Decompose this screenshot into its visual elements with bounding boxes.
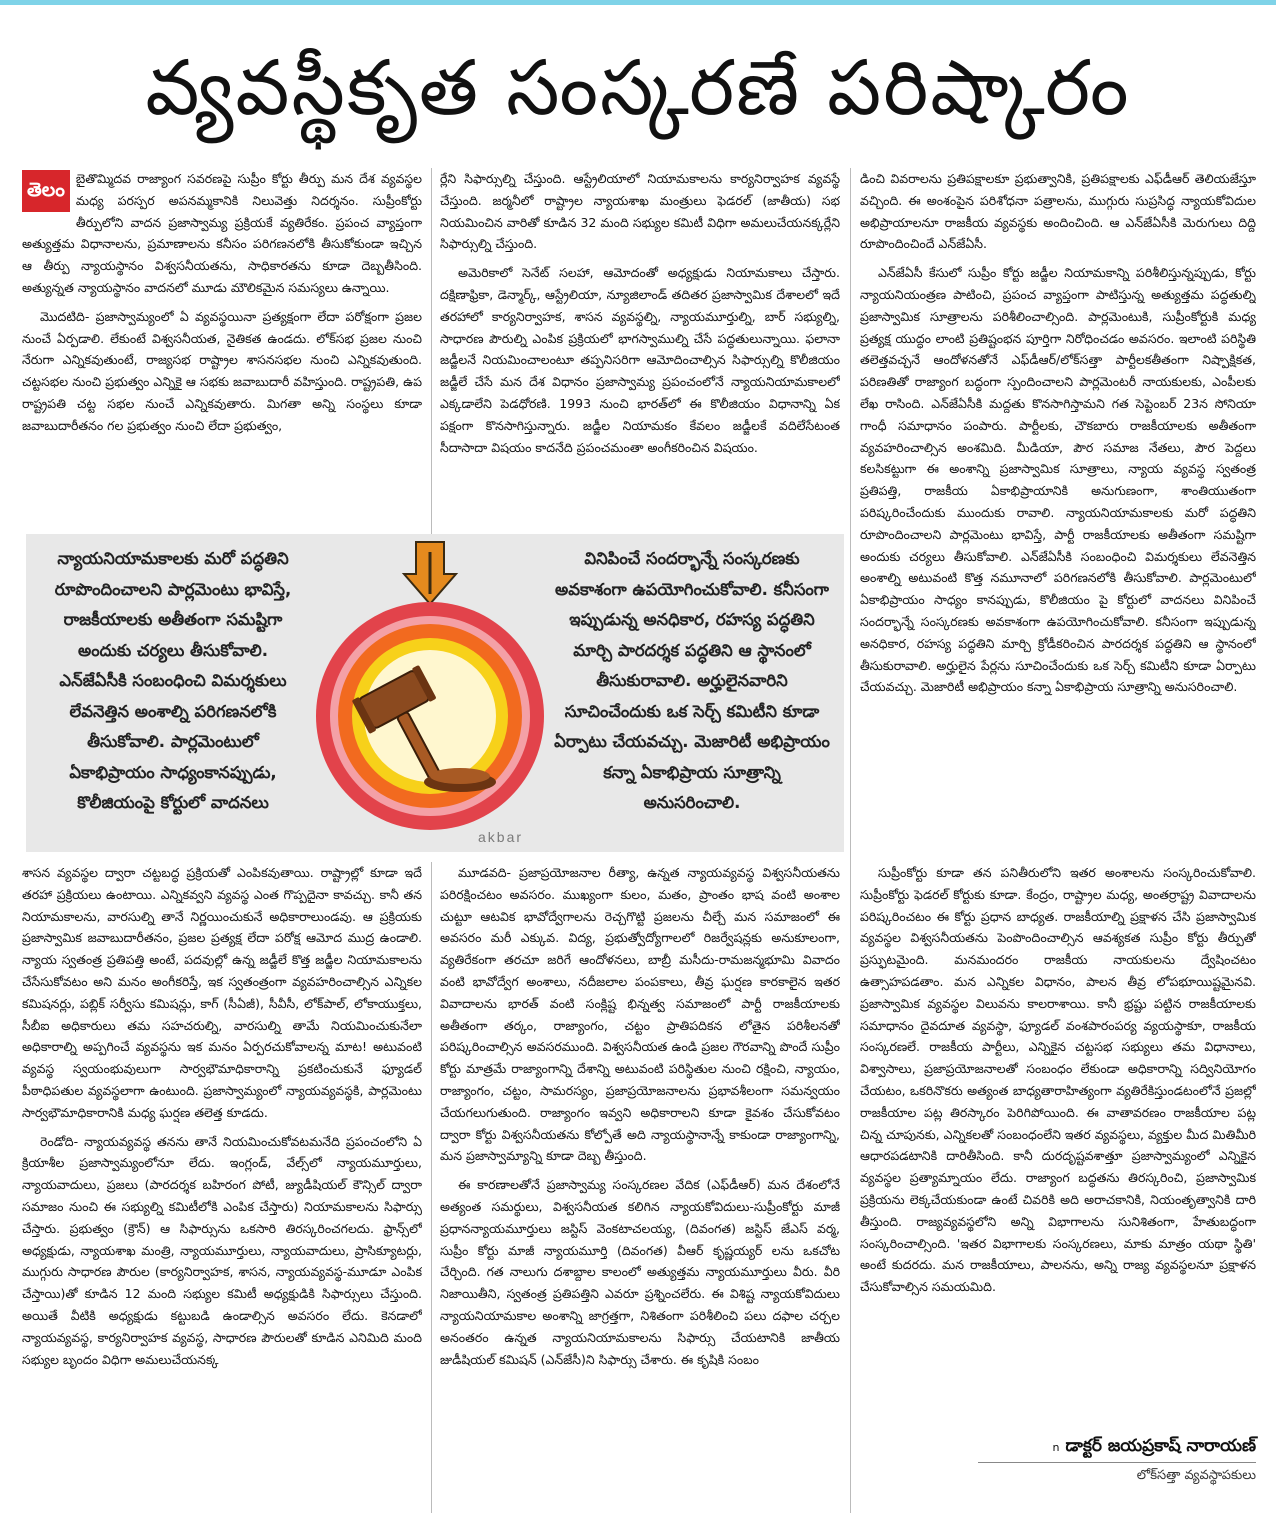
pullquote-right: వినిపించే సందర్భాన్నే సంస్కరణకు అవకాశంగా ఉపయోగించుకోవాలి. కనీసంగా ఇప్పుడున్న అనధికార, రహస్య పద్ధతిని మార్చి పారదర్శక పద్ధతిని ఆ స్థానంలో తీసుకురావాలి. అర్హులైనవారిని సూచించేందుకు ఒక సెర్చ్ కమిటీని కూడా ఏర్పాటు చేయవచ్చు. మెజారిటీ అభిప్రాయం కన్నా ఏకాభిప్రాయ సూత్రాన్ని అనుసరించాలి. bbox=[554, 549, 830, 812]
byline-rule bbox=[978, 1462, 1256, 1463]
paragraph: ఈ కారణాలతోనే ప్రజాస్వామ్య సంస్కరణల వేదిక (ఎఫ్‌డీఆర్) మన దేశంలోనే అత్యంత సమర్థులు, విశ్వసనీయత కలిగిన న్యాయకోవిదులు-సుప్రీంకోర్టు మాజీ ప్రధానన్యాయమూర్తులు జస్టిస్ వెంకటాచలయ్య, (దివంగత) జస్టిస్ జేఎస్ వర్మ, సుప్రీం కోర్టు మాజీ న్యాయమూర్తి (దివంగత) వీఆర్ కృష్ణయ్యర్ లను ఒకచోట చేర్చింది. గత నాలుగు దశాబ్దాల కాలంలో అత్యుత్తమ న్యాయమూర్తులు వీరు. వీరి నిజాయితీని, స్వతంత్ర ప్రతిపత్తిని ఎవరూ ప్రశ్నించలేరు. ఈ విశిష్ట న్యాయకోవిదులు న్యాయనియామకాల అంశాన్ని జాగ్రత్తగా, నిశితంగా పరిశీలించి పలు దఫాల చర్చల అనంతరం ఉన్నత న్యాయనియామకాలను సిఫార్సు చేయటానికి జాతీయ జుడీషియల్ కమిషన్ (ఎన్‌జేసీ)ని సిఫార్సు చేశారు. ఈ కృషికి సంబం bbox=[440, 1177, 840, 1367]
paragraph: శాసన వ్యవస్థల ద్వారా చట్టబద్ధ ప్రక్రియతో ఎంపికవుతాయి. రాష్ట్రాల్లో కూడా ఇదే తరహా ప్రక్రియలు ఉంటాయి. ఎన్నికవ్వని వ్యవస్థ ఎంత గొప్పదైనా కావచ్చు. కానీ తన నియామకాలను, వారసుల్ని తానే నిర్ణయించుకునే అధికారాలుండవు. ఆ ప్రక్రియకు ప్రజాస్వామిక జవాబుదారీతనం, ప్రజల ప్రత్యక్ష లేదా పరోక్ష ఆమోద ముద్ర ఉండాలి. న్యాయ స్వతంత్ర ప్రతిపత్తి అంటే, పదవుల్లో ఉన్న జడ్జీలే కొత్త జడ్జీల నియామకాలను చేసేసుకోవటం అని మనం అంగీకరిస్తే, ఇక స్వతంత్రంగా వ్యవహరించాల్సిన ఎన్నికల కమిషనర్లు, పబ్లిక్ సర్వీసు కమిషన్లు, కాగ్ (సీఏజీ), సీవీసీ, లోక్‌పాల్, లోకాయుక్తలు, సీబీఐ అధికారులు తమ సహచరుల్ని, వారసుల్ని తామే నియమించుకునేలా అధికారాల్ని అప్పగించే వ్యవస్థను ఇక మనం ఏర్పరచుకోవాలన్న మాట! అటువంటి వ్యవస్థ స్వయంభువులుగా సార్వభౌమాధికారాన్ని ప్రకటించుకునే ఫ్యూడల్ పీఠాధిపతుల వ్యవస్థలాగా ఉంటుంది. ప్రజాస్వామ్యంలో న్యాయవ్యవస్థకి, పార్లమెంటు సార్వభౌమాధికారానికి మధ్య ఘర్షణ తలెత్త కూడదు. bbox=[22, 865, 422, 1120]
artist-signature: akbar bbox=[478, 829, 524, 845]
top-accent-bar bbox=[0, 0, 1276, 5]
paragraph: ఎన్‌జేఏసీ కేసులో సుప్రీం కోర్టు జడ్జీల నియామకాన్ని పరిశీలిస్తున్నప్పుడు, కోర్టు న్యాయనియంత్రణ పాటించి, ప్రపంచ వ్యాప్తంగా పాటిస్తున్న అత్యుత్తమ పద్ధతుల్ని ప్రజాస్వామిక సూత్రాలను పరిశీలించాల్సింది. పార్లమెంటుకి, సుప్రీంకోర్టుకి మధ్య ప్రత్యక్ష యుద్ధం లాంటి ప్రతిష్టంభన పూర్తిగా నిరోధించడం అవసరం. ఇలాంటి పరిస్థితి తలెత్తవచ్చనే ఆందోళనతోనే ఎఫ్‌డీఆర్/లోక్‌సత్తా పార్టీలకతీతంగా నిష్పాక్షికత, పరిణతితో రాజ్యాంగ బద్ధంగా స్పందించాలని పార్లమెంటరీ నాయకులకు, ఎంపీలకు లేఖ రాసింది. ఎన్‌జేఏసీకి మద్దతు కొనసాగిస్తామని గత సెప్టెంబర్ 23న సోనియా గాంధీ సమాధానం పంపారు. పార్టీలకు, చౌకబారు రాజకీయాలకు అతీతంగా వ్యవహరించాల్సిన అంశమిది. మీడియా, పౌర సమాజ నేతలు, పౌర పెద్దలు కలసికట్టుగా ఈ అంశాన్ని ప్రజాస్వామిక సూత్రాలు, న్యాయ వ్యవస్థ స్వతంత్ర ప్రతిపత్తి, రాజకీయ ఏకాభిప్రాయానికి అనుగుణంగా, శాంతియుతంగా పరిష్కరించేందుకు ముందుకు రావాలి. న్యాయనియామకాలకు మరో పద్ధతిని రూపొందించాలని పార్లమెంటు భావిస్తే, పార్టీ రాజకీయాలకు అతీతంగా సమష్టిగా అందుకు చర్యలు తీసుకోవాలి. ఎన్‌జేఏసీకి సంబంధించి విమర్శకులు లేవనెత్తిన అంశాల్ని అటువంటి కొత్త నమూనాలో పరిగణనలోకి తీసుకోవాలి. పార్లమెంటులో ఏకాభిప్రాయం సాధ్యం కానప్పుడు, కొలీజియం పై కోర్టులో వాదనలు వినిపించే సందర్భాన్నే సంస్కరణకు అవకాశంగా ఉపయోగించుకోవాలి. కనీసంగా ఇప్పుడున్న అనధికార, రహస్య పద్ధతిని మార్చి క్రోడీకరించిన పారదర్శక పద్ధతిని ఆ స్థానంలో తీసుకురావాలి. అర్హులైన పేర్లను సూచించేందుకు ఒక సెర్చ్ కమిటీని కూడా ఏర్పాటు చేయవచ్చు. మెజారిటీ అభిప్రాయం కన్నా ఏకాభిప్రాయ సూత్రాన్ని అనుసరించాలి. bbox=[860, 265, 1256, 695]
column-1 bbox=[22, 168, 422, 532]
paragraph: తెలం బైతొమ్మిదవ రాజ్యాంగ సవరణపై సుప్రీం కోర్టు తీర్పు మన దేశ వ్యవస్థల మధ్య పరస్పర అపనమ్మకానికి నిలువెత్తు నిదర్శనం. సుప్రీంకోర్టు తీర్పులోని వాదన ప్రజాస్వామ్య ప్రక్రియకే వ్యతిరేకం. ప్రపంచ వ్యాప్తంగా అత్యుత్తమ విధానాలను, ప్రమాణాలను కనీసం పరిగణనలోకి తీసుకోకుండా ఇచ్చిన ఆ తీర్పు న్యాయస్థానం విశ్వసనీయతను, సాధికారతను కూడా దెబ్బతీసింది. అత్యున్నత న్యాయస్థానం వాదనలో మూడు మౌలికమైన సమస్యలు ఉన్నాయి. bbox=[22, 171, 422, 295]
paragraph: రెండోది- న్యాయవ్యవస్థ తనను తానే నియమించుకోవటమనేది ప్రపంచంలోని ఏ క్రియాశీల ప్రజాస్వామ్యంలోనూ లేదు. ఇంగ్లండ్, వేల్స్‌లో న్యాయమూర్తులు, న్యాయవాదులు, ప్రజలు (పారదర్శక బహిరంగ పోటీ, జ్యుడీషియల్ కౌన్సిల్ ద్వారా సమాజం నుంచి ఈ సభ్యుల్ని కమిటీలోకి ఎంపిక చేస్తారు) నియామకాలను సిఫార్సు చేస్తారు. ప్రభుత్వం (క్రౌన్) ఆ సిఫార్సును ఒకసారి తిరస్కరించగలదు. ఫ్రాన్స్‌లో అధ్యక్షుడు, న్యాయశాఖ మంత్రి, న్యాయమూర్తులు, న్యాయవాదులు, ప్రాసిక్యూటర్లు, ముగ్గురు సాధారణ పౌరుల (కార్యనిర్వాహక, శాసన, న్యాయవ్యవస్థ-మూడూ ఎంపిక చేస్తాయి)తో కూడిన 12 మంది సభ్యుల కమిటీ అధ్యక్షుడికి సిఫార్సులు చేస్తుంది. అయితే వీటికి అధ్యక్షుడు కట్టుబడి ఉండాల్సిన అవసరం లేదు. కెనడాలో న్యాయవ్యవస్థ, కార్యనిర్వాహక వ్యవస్థ, సాధారణ పౌరులతో కూడిన ఎనిమిది మంది సభ్యుల బృందం విధిగా అమలుచేయనక్క bbox=[22, 1133, 422, 1367]
column-3 bbox=[860, 168, 1256, 856]
pullquote-box bbox=[26, 534, 844, 852]
paragraph: సుప్రీంకోర్టు కూడా తన పనితీరులోని ఇతర అంశాలను సంస్కరించుకోవాలి. సుప్రీంకోర్టు ఫెడరల్ కోర్టుకు కూడా. కేంద్రం, రాష్ట్రాల మధ్య, అంతర్రాష్ట్ర వివాదాలను పరిష్కరించటం ఈ కోర్టు ప్రధాన బాధ్యత. రాజకీయాల్ని ప్రక్షాళన చేసి ప్రజాస్వామిక వ్యవస్థల విశ్వసనీయతను పెంపొందించాల్సిన ఆవశ్యకత సుప్రీం కోర్టు తీర్పుతో ప్రస్ఫుటమైంది. మనమందరం రాజకీయ నాయకులను ద్వేషించటం ఉత్సాహపడతాం. మన ఎన్నికల విధానం, పాలన తీవ్ర లోపభూయిష్టమైనవి. ప్రజాస్వామిక వ్యవస్థల విలువను కాలరాశాయి. కానీ భ్రష్టు పట్టిన రాజకీయాలకు సమాధానం దైవదూత వ్యవస్థా, ఫ్యూడల్ వంశపారంపర్య వ్యయస్థాకూ, రాజకీయ సంస్కరణలే. రాజకీయ పార్టీలు, ఎన్నికైన చట్టసభ సభ్యులు తమ విధానాలు, విశ్వాసాలు, ప్రజాప్రయోజనాలతో సంబంధం లేకుండా అధికారాన్ని సద్వినియోగం చేయటం, ఒకరినొకరు అత్యంత బాధ్యతారాహిత్యంగా వ్యతిరేకిస్తుండటంలోనే ప్రజల్లో రాజకీయాల పట్ల తిరస్కారం పెరిగిపోయింది. ఈ వాతావరణం రాజకీయాల పట్ల చిన్న చూపునకు, ఎన్నికలతో సంబంధంలేని ఇతర వ్యవస్థలు, వ్యక్తుల మీద మితిమీరి ఆధారపడటానికి దారితీసింది. కానీ దురదృష్టవశాత్తూ ప్రజాస్వామ్యంలో ఎన్నికైన వ్యవస్థల ప్రత్యామ్నాయం లేదు. రాజ్యాంగ బద్ధతను తిరస్కరించి, ప్రజాస్వామిక ప్రక్రియను లెక్కచేయకుండా ఉంటే చివరికి అది అరాచకానికి, నియంతృత్వానికి దారి తీస్తుంది. రాజ్యవ్యవస్థలోని అన్ని విభాగాలను సునిశితంగా, హేతుబద్ధంగా సంస్కరించాల్సింది. 'ఇతర విభాగాలకు సంస్కరణలు, మాకు మాత్రం యథా స్థితి' అంటే కుదరదు. మన రాజకీయాలు, పాలనను, అన్ని రాజ్య వ్యవస్థలనూ ప్రక్షాళన చేసుకోవాల్సిన సమయమిది. bbox=[860, 865, 1256, 1295]
author-byline bbox=[978, 1436, 1256, 1460]
paragraph: అమెరికాలో సెనేట్ సలహా, ఆమోదంతో అధ్యక్షుడు నియామకాలు చేస్తారు. దక్షిణాఫ్రికా, డెన్మార్క్, ఆస్ట్రేలియా, న్యూజిలాండ్ తదితర ప్రజాస్వామిక దేశాలలో ఇదే తరహాలో కార్యనిర్వాహక, శాసన వ్యవస్థల్ని, న్యాయమూర్తుల్ని, బార్ సభ్యుల్ని, సాధారణ పౌరుల్ని ఎంపిక ప్రక్రియలో భాగస్వాముల్ని చేసే పద్ధతులున్నాయి. ఫలానా జడ్జీలనే నియమించాలంటూ తప్పనిసరిగా ఆమోదించాల్సిన సిఫార్సుల్ని కొలీజియం జడ్జీలే చేసే మన దేశ విధానం ప్రజాస్వామ్య ప్రపంచంలోనే న్యాయనియామకాలలో ఎక్కడాలేని పెడధోరణి. 1993 నుంచి భారత్‌లో ఈ కొలీజియం విధానాన్ని ఏక పక్షంగా కొనసాగిస్తున్నారు. జడ్జీల నియామకం కేవలం జడ్జీలకే వదిలేసేటంత సీదాసాదా విషయం కాదనేది ప్రపంచమంతా అంగీకరించిన విషయం. bbox=[440, 265, 840, 455]
column-divider bbox=[850, 168, 851, 1513]
dropcap-logo: తెలం bbox=[22, 170, 70, 212]
column-6 bbox=[860, 862, 1256, 1427]
gavel-illustration bbox=[310, 538, 550, 848]
author-name: డాక్టర్ జయప్రకాష్ నారాయణ్ bbox=[1065, 1436, 1256, 1456]
column-divider bbox=[431, 168, 432, 534]
column-divider bbox=[431, 862, 432, 1513]
byline-marker: n bbox=[1052, 1441, 1060, 1454]
author-role: లోక్‌సత్తా వ్యవస్థాపకులు bbox=[1136, 1468, 1256, 1483]
paragraph: డించి వివరాలను ప్రతిపక్షాలకూ ప్రభుత్వానికి, ప్రతిపక్షాలకు ఎఫ్‌డీఆర్ తెలియజేస్తూ వచ్చింది. ఈ అంశంపైన పరిశోధనా పత్రాలను, ముగ్గురు సుప్రసిద్ధ న్యాయకోవిదుల అభిప్రాయాలనూ రాజకీయ వ్యవస్థకు అందించింది. ఆ ఎన్‌జేఏసీకి మెరుగులు దిద్ది రూపొందించిందే ఎన్‌జేఏసీ. bbox=[860, 171, 1256, 252]
column-4 bbox=[22, 862, 422, 1512]
paragraph: మొదటిది- ప్రజాస్వామ్యంలో ఏ వ్యవస్థయినా ప్రత్యక్షంగా లేదా పరోక్షంగా ప్రజల నుంచే ఏర్పడాలి. లేకుంటే విశ్వసనీయత, నైతికత ఉండదు. లోక్‌సభ ప్రజల నుంచి నేరుగా ఎన్నికవుతుంటే, రాజ్యసభ రాష్ట్రాల శాసనసభల నుంచి ఎన్నికవుతుంది. చట్టసభల నుంచి ప్రభుత్వం ఎన్నికై ఆ సభకు జవాబుదారీ వహిస్తుంది. రాష్ట్రపతి, ఉప రాష్ట్రపతి చట్ట సభల నుంచే ఎన్నికవుతారు. మిగతా అన్ని సంస్థలు కూడా జవాబుదారీతనం గల ప్రభుత్వం నుంచి లేదా ప్రభుత్వం, bbox=[22, 308, 422, 433]
paragraph: మూడవది- ప్రజాప్రయోజనాల రీత్యా, ఉన్నత న్యాయవ్యవస్థ విశ్వసనీయతను పరిరక్షించటం అవసరం. ముఖ్యంగా కులం, మతం, ప్రాంతం భాష వంటి అంశాల చుట్టూ ఆటవిక భావోద్వేగాలను రెచ్చగొట్టి ప్రజలను చీల్చే మన సమాజంలో ఈ అవసరం మరీ ఎక్కువ. విద్య, ప్రభుత్వోద్యోగాలలో రిజర్వేషన్లకు అనుకూలంగా, వ్యతిరేకంగా తరచూ జరిగే ఆందోళనలు, బాబ్రీ మసీదు-రామజన్మభూమి వివాదం వంటి భావోద్వేగ అంశాలు, నదీజలాల పంపకాలు, తీవ్ర ఘర్షణ కారకాలైన ఇతర వివాదాలను భారత్ వంటి సంక్లిష్ట భిన్నత్వ సమాజంలో పార్టీ రాజకీయాలకు అతీతంగా తర్కం, రాజ్యాంగం, చట్టం ప్రాతిపదికన లోతైన పరిశీలనతో పరిష్కరించాల్సిన అవసరముంది. విశ్వసనీయత ఉండి ప్రజల గౌరవాన్ని పొందే సుప్రీం కోర్టు మాత్రమే రాజ్యాంగాన్ని దేశాన్ని అటువంటి పరిస్థితుల నుంచి రక్షించి, న్యాయం, రాజ్యాంగం, చట్టం, సామరస్యం, ప్రజాప్రయోజనాలను ప్రభావశీలంగా సమన్వయం చేయగలుగుతుంది. రాజ్యాంగం ఇవ్వని అధికారాలని కూడా కైవశం చేసుకోవటం ద్వారా కోర్టు విశ్వసనీయతను కోల్పోతే అది న్యాయస్థానాన్నే కాకుండా రాజ్యాంగాన్ని, మన ప్రజాస్వామ్యాన్ని కూడా దెబ్బ తీస్తుంది. bbox=[440, 865, 840, 1164]
column-5 bbox=[440, 862, 840, 1512]
pullquote-left: న్యాయనియామకాలకు మరో పద్ధతిని రూపొందించాలని పార్లమెంటు భావిస్తే, రాజకీయాలకు అతీతంగా సమష్టిగా అందుకు చర్యలు తీసుకోవాలి. ఎన్‌జేఏసీకి సంబంధించి విమర్శకులు లేవనెత్తిన అంశాల్ని పరిగణనలోకి తీసుకోవాలి. పార్లమెంటులో ఏకాభిప్రాయం సాధ్యంకానప్పుడు, కొలీజియంపై కోర్టులో వాదనలు bbox=[54, 549, 292, 812]
column-2 bbox=[440, 168, 840, 532]
article-headline: వ్యవస్థీకృత సంస్కరణే పరిష్కారం bbox=[145, 43, 1131, 132]
paragraph: ర్లేని సిఫార్సుల్ని చేస్తుంది. ఆస్ట్రేలియాలో నియామకాలను కార్యనిర్వాహక వ్యవస్థే చేస్తుంది. జర్మనీలో రాష్ట్రాల న్యాయశాఖ మంత్రులు ఫెడరల్ (జాతీయ) సభ నియమించిన వారితో కూడిన 32 మంది సభ్యుల కమిటీ విధిగా అమలుచేయనక్కర్లేని సిఫార్సుల్ని చేస్తుంది. bbox=[440, 171, 840, 252]
